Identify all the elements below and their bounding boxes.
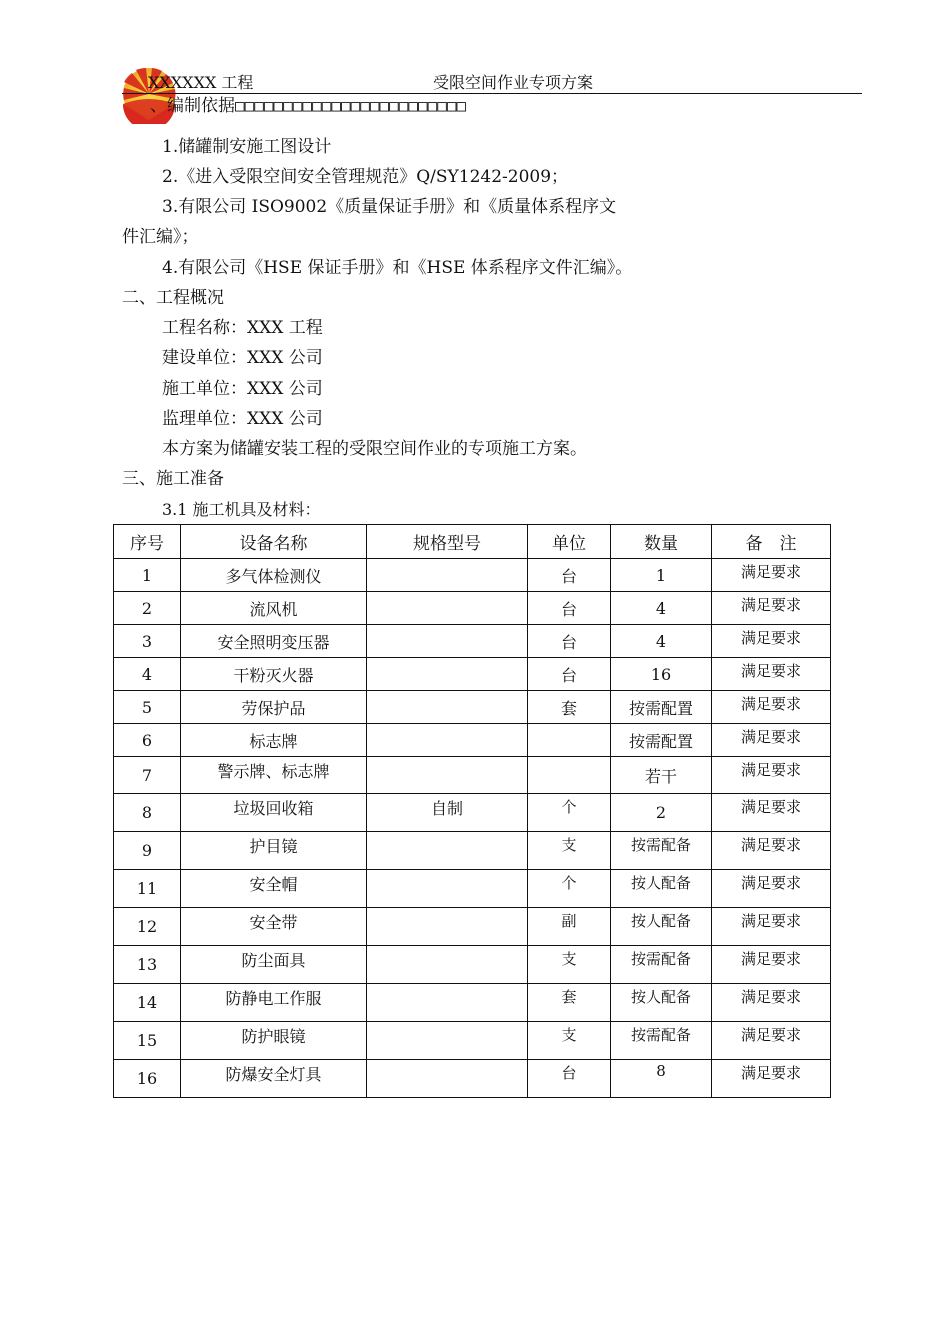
section-3-1-heading: 3.1 施工机具及材料：	[162, 500, 321, 519]
table-row	[114, 658, 831, 691]
cell-quantity: 按需配备	[611, 1022, 712, 1060]
section-1-heading	[150, 95, 466, 117]
table-row	[114, 1060, 831, 1098]
cell-name: 护目镜	[181, 832, 367, 870]
cell-quantity: 按人配备	[611, 984, 712, 1022]
cell-spec	[367, 1022, 528, 1060]
cell-index: 11	[114, 870, 181, 908]
cell-remark: 满足要求	[712, 592, 831, 625]
table-body	[114, 559, 831, 1098]
cell-unit: 台	[528, 658, 611, 691]
cell-unit: 台	[528, 559, 611, 592]
cell-name: 标志牌	[181, 724, 367, 757]
cell-spec	[367, 724, 528, 757]
basis-item-4: 4.有限公司《HSE 保证手册》和《HSE 体系程序文件汇编》。	[162, 258, 633, 278]
cell-quantity: 8	[611, 1060, 712, 1098]
cell-remark: 满足要求	[712, 832, 831, 870]
col-header-quantity: 数量	[611, 525, 712, 559]
cell-unit: 台	[528, 1060, 611, 1098]
header-doc-title: 受限空间作业专项方案	[433, 73, 594, 92]
cell-index: 6	[114, 724, 181, 757]
table-row	[114, 984, 831, 1022]
cell-spec	[367, 870, 528, 908]
cell-index: 12	[114, 908, 181, 946]
cell-spec	[367, 832, 528, 870]
section-3-heading: 三、施工准备	[122, 469, 224, 489]
cell-name: 多气体检测仪	[181, 559, 367, 592]
scope-statement: 本方案为储罐安装工程的受限空间作业的专项施工方案。	[162, 439, 587, 459]
project-name: 工程名称：XXX 工程	[162, 318, 323, 338]
contractor-unit: 施工单位：XXX 公司	[162, 379, 323, 399]
basis-item-1: 1.储罐制安施工图设计	[162, 137, 332, 157]
cell-unit	[528, 724, 611, 757]
section-1-heading-text: 、编制依据	[150, 96, 235, 116]
cell-quantity: 按人配备	[611, 908, 712, 946]
table-row	[114, 691, 831, 724]
basis-item-3b: 件汇编》；	[122, 227, 199, 247]
cell-remark: 满足要求	[712, 724, 831, 757]
cell-spec	[367, 757, 528, 794]
cell-index: 13	[114, 946, 181, 984]
cell-unit: 支	[528, 946, 611, 984]
table-row	[114, 592, 831, 625]
cell-quantity: 按需配置	[611, 724, 712, 757]
cell-unit: 副	[528, 908, 611, 946]
cell-name: 防护眼镜	[181, 1022, 367, 1060]
table-row	[114, 1022, 831, 1060]
table-row	[114, 870, 831, 908]
cell-quantity: 4	[611, 625, 712, 658]
cell-remark: 满足要求	[712, 691, 831, 724]
col-header-remark: 备 注	[712, 525, 831, 559]
cell-quantity: 按人配备	[611, 870, 712, 908]
cell-spec	[367, 592, 528, 625]
cell-index: 15	[114, 1022, 181, 1060]
cell-index: 9	[114, 832, 181, 870]
cell-name: 垃圾回收箱	[181, 794, 367, 832]
cell-unit: 个	[528, 794, 611, 832]
cell-spec	[367, 559, 528, 592]
cell-remark: 满足要求	[712, 794, 831, 832]
table-row	[114, 757, 831, 794]
cell-unit: 套	[528, 984, 611, 1022]
cell-remark: 满足要求	[712, 757, 831, 794]
cell-name: 劳保护品	[181, 691, 367, 724]
cell-name: 防尘面具	[181, 946, 367, 984]
cell-index: 3	[114, 625, 181, 658]
cell-quantity: 按需配备	[611, 946, 712, 984]
cell-unit	[528, 757, 611, 794]
cell-name: 安全照明变压器	[181, 625, 367, 658]
cell-index: 2	[114, 592, 181, 625]
cell-quantity: 1	[611, 559, 712, 592]
cell-remark: 满足要求	[712, 1060, 831, 1098]
cell-unit: 台	[528, 592, 611, 625]
col-header-name: 设备名称	[181, 525, 367, 559]
cell-quantity: 按需配备	[611, 832, 712, 870]
cell-quantity: 2	[611, 794, 712, 832]
cell-spec	[367, 946, 528, 984]
table-header-row	[114, 525, 831, 559]
cell-index: 4	[114, 658, 181, 691]
cell-quantity: 若干	[611, 757, 712, 794]
cell-index: 7	[114, 757, 181, 794]
cell-remark: 满足要求	[712, 1022, 831, 1060]
cell-unit: 支	[528, 1022, 611, 1060]
cell-name: 防静电工作服	[181, 984, 367, 1022]
cell-quantity: 16	[611, 658, 712, 691]
cell-index: 14	[114, 984, 181, 1022]
cell-quantity: 4	[611, 592, 712, 625]
cell-unit: 台	[528, 625, 611, 658]
cell-remark: 满足要求	[712, 625, 831, 658]
table-row	[114, 832, 831, 870]
cell-index: 5	[114, 691, 181, 724]
table-row	[114, 625, 831, 658]
table-row	[114, 946, 831, 984]
cell-spec	[367, 691, 528, 724]
table-row	[114, 794, 831, 832]
cell-name: 防爆安全灯具	[181, 1060, 367, 1098]
col-header-spec: 规格型号	[367, 525, 528, 559]
table-row	[114, 724, 831, 757]
table-row	[114, 908, 831, 946]
builder-unit: 建设单位：XXX 公司	[162, 348, 323, 368]
cell-spec	[367, 658, 528, 691]
header-rule	[122, 93, 862, 94]
col-header-index: 序号	[114, 525, 181, 559]
cell-name: 安全带	[181, 908, 367, 946]
basis-item-3a: 3.有限公司 ISO9002《质量保证手册》和《质量体系程序文	[162, 197, 617, 217]
cell-unit: 支	[528, 832, 611, 870]
cell-spec	[367, 625, 528, 658]
equipment-table	[113, 524, 831, 1098]
missing-glyph-boxes: □□□□□□□□□□□□□□□□□□□□□□□□	[235, 96, 467, 115]
header-project: XXXXXX 工程	[148, 73, 254, 92]
cell-name: 流风机	[181, 592, 367, 625]
cell-unit: 套	[528, 691, 611, 724]
cell-index: 8	[114, 794, 181, 832]
section-2-heading: 二、工程概况	[122, 288, 224, 308]
cell-name: 警示牌、标志牌	[181, 757, 367, 794]
cell-remark: 满足要求	[712, 658, 831, 691]
cell-spec	[367, 984, 528, 1022]
cell-spec: 自制	[367, 794, 528, 832]
table-row	[114, 559, 831, 592]
cell-remark: 满足要求	[712, 559, 831, 592]
cell-remark: 满足要求	[712, 984, 831, 1022]
cell-name: 安全帽	[181, 870, 367, 908]
cell-remark: 满足要求	[712, 908, 831, 946]
cell-remark: 满足要求	[712, 946, 831, 984]
cell-index: 1	[114, 559, 181, 592]
cell-spec	[367, 908, 528, 946]
cell-unit: 个	[528, 870, 611, 908]
cell-remark: 满足要求	[712, 870, 831, 908]
cell-quantity: 按需配置	[611, 691, 712, 724]
supervisor-unit: 监理单位：XXX 公司	[162, 409, 323, 429]
cell-name: 干粉灭火器	[181, 658, 367, 691]
cell-index: 16	[114, 1060, 181, 1098]
col-header-unit: 单位	[528, 525, 611, 559]
cell-spec	[367, 1060, 528, 1098]
basis-item-2: 2.《进入受限空间安全管理规范》Q/SY1242-2009；	[162, 167, 569, 187]
